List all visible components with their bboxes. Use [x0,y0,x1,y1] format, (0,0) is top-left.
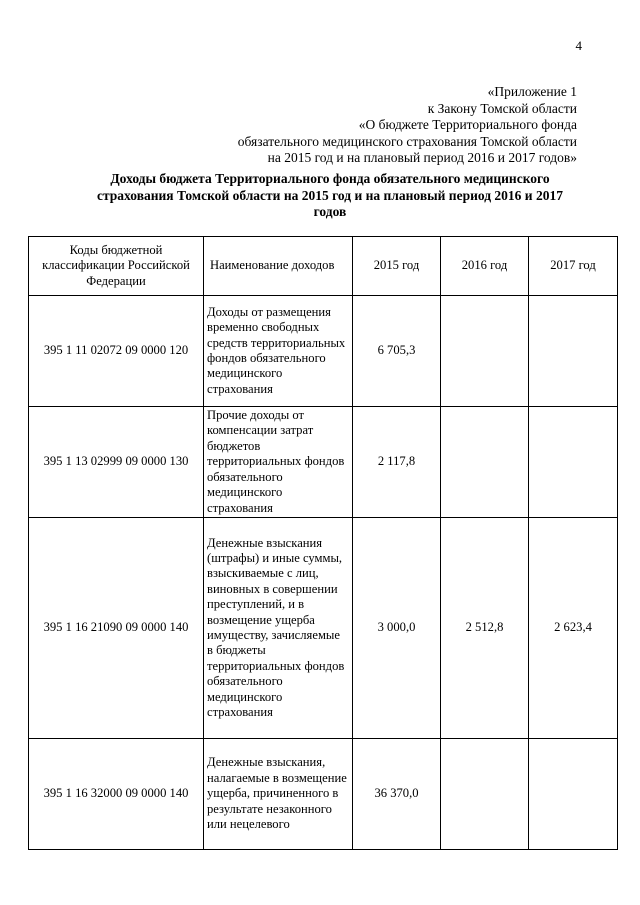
header-2016: 2016 год [441,237,529,296]
code-cell: 395 1 16 21090 09 0000 140 [29,518,204,739]
page-number: 4 [575,38,582,53]
appendix-line: «О бюджете Территориального фонда [358,117,577,132]
header-name: Наименование доходов [204,237,353,296]
value-2016-cell [441,407,529,518]
name-cell: Денежные взыскания, налагаемые в возмещение ущерба, причиненного в результате незаконного или нецелевого [204,739,353,850]
name-cell: Доходы от размещения временно свободных средств территориальных фондов обязательного медицинского страхования [204,296,353,407]
value-2017-cell [529,296,618,407]
table-row [29,407,618,518]
value-2016-cell: 2 512,8 [441,518,529,739]
table-row [29,296,618,407]
appendix-line: на 2015 год и на плановый период 2016 и 2017 годов» [267,150,577,165]
value-2017-cell: 2 623,4 [529,518,618,739]
appendix-line: обязательного медицинского страхования Томской области [237,133,577,149]
header-2015: 2015 год [353,237,441,296]
header-code: Коды бюджетной классификации Российской Федерации [29,237,204,296]
value-2015-cell: 6 705,3 [353,296,441,407]
code-cell: 395 1 11 02072 09 0000 120 [29,296,204,407]
appendix-line: «Приложение 1 [487,84,577,99]
title-line: Доходы бюджета Территориального фонда обязательного медицинского [110,171,550,186]
title-line: годов [313,204,347,219]
title-line: страхования Томской области на 2015 год и на плановый период 2016 и 2017 [97,187,563,203]
value-2015-cell: 2 117,8 [353,407,441,518]
value-2016-cell [441,296,529,407]
value-2015-cell: 36 370,0 [353,739,441,850]
value-2017-cell [529,407,618,518]
name-cell: Денежные взыскания (штрафы) и иные суммы, взыскиваемые с лиц, виновных в совершении преступлений, и в возмещение ущерба имуществу, зачисляемые в бюджеты территориальных фондов обязательного медицинского страхования [204,518,353,739]
code-cell: 395 1 13 02999 09 0000 130 [29,407,204,518]
value-2016-cell [441,739,529,850]
document-title [70,171,590,221]
value-2015-cell: 3 000,0 [353,518,441,739]
appendix-line: к Закону Томской области [427,100,577,116]
value-2017-cell [529,739,618,850]
income-table [28,236,618,850]
name-cell: Прочие доходы от компенсации затрат бюджетов территориальных фондов обязательного медицинского страхования [204,407,353,518]
appendix-reference [180,84,577,167]
table-row [29,518,618,739]
table-header-row [29,237,618,296]
table-row [29,739,618,850]
code-cell: 395 1 16 32000 09 0000 140 [29,739,204,850]
header-2017: 2017 год [529,237,618,296]
